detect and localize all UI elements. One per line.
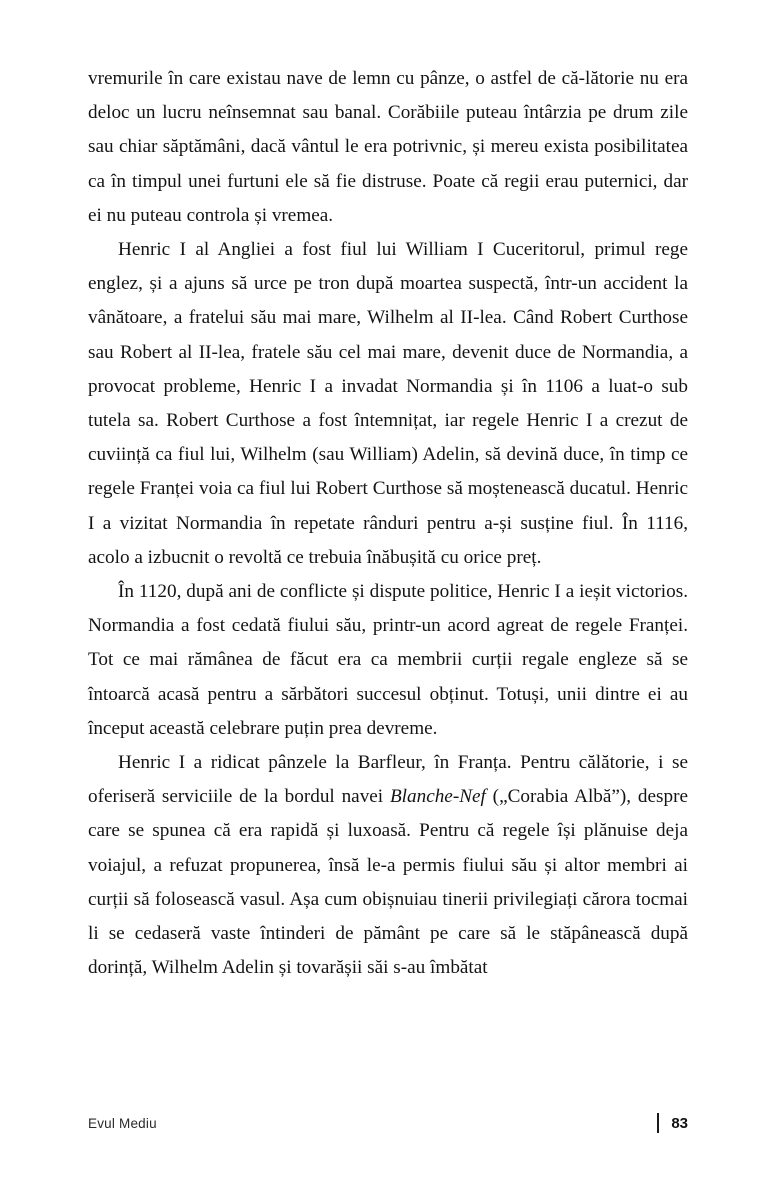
page-footer [88,1113,688,1133]
paragraph-3: În 1120, după ani de conflicte și dispute politice, Henric I a ieșit victorios. Normandia a fost cedată fiului său, printr-un acord agreat de regele Franței. Tot ce mai rămânea de făcut era ca membrii curții regale engleze să se întoarcă acasă pentru a sărbători succesul obținut. Totuși, unii dintre ei au început această celebrare puțin prea devreme. [88,581,688,739]
footer-divider-rule [657,1113,659,1133]
paragraph-4-part-2: („Corabia Albă”), despre care se spunea că era rapidă și luxoasă. Pentru că regele își plănuise deja voiajul, a refuzat propunerea, însă le-a permis fiului său și altor membri ai curții să folosească vasul. Așa cum obișnuiau tinerii privilegiați cărora tocmai li se cedaseră vaste întinderi de pământ pe care să le stăpânească după dorință, Wilhelm Adelin și tovarășii săi s-au îmbătat [88,786,688,979]
paragraph-4 [88,746,688,985]
paragraph-2: Henric I al Angliei a fost fiul lui William I Cuceritorul, primul rege englez, și a ajuns să urce pe tron după moartea suspectă, într-un accident la vânătoare, a fratelui său mai mare, Wilhelm al II-lea. Când Robert Curthose sau Robert al II-lea, fratele său cel mai mare, devenit duce de Normandia, a provocat probleme, Henric I a invadat Normandia și în 1106 a luat-o sub tutela sa. Robert Curthose a fost întemnițat, iar regele Henric I a crezut de cuviință ca fiul lui, Wilhelm (sau William) Adelin, să devină duce, în timp ce regele Franței voia ca fiul lui Robert Curthose să moștenească ducatul. Henric I a vizitat Normandia în repetate rânduri pentru a-și susține fiul. În 1116, acolo a izbucnit o revoltă ce trebuia înăbușită cu orice preț. [88,239,688,568]
paragraph-4-part-1: Henric I a ridicat pânzele la Barfleur, în Franța. Pentru călătorie, i se oferiseră serviciile de la bordul navei [88,752,688,808]
page-body-text [88,62,688,985]
footer-chapter-title: Evul Mediu [88,1115,157,1131]
footer-page-number: 83 [671,1114,688,1132]
footer-page-group [657,1113,688,1133]
ship-name-italic: Blanche-Nef [389,786,486,808]
paragraph-1: vremurile în care existau nave de lemn cu pânze, o astfel de că-lătorie nu era deloc un lucru neînsemnat sau banal. Corăbiile puteau întârzia pe drum zile sau chiar săptămâni, dacă vântul le era potrivnic, și mereu exista posibilitatea ca în timpul unei furtuni ele să fie distruse. Poate că regii erau puternici, dar ei nu puteau controla și vremea. [88,68,688,226]
